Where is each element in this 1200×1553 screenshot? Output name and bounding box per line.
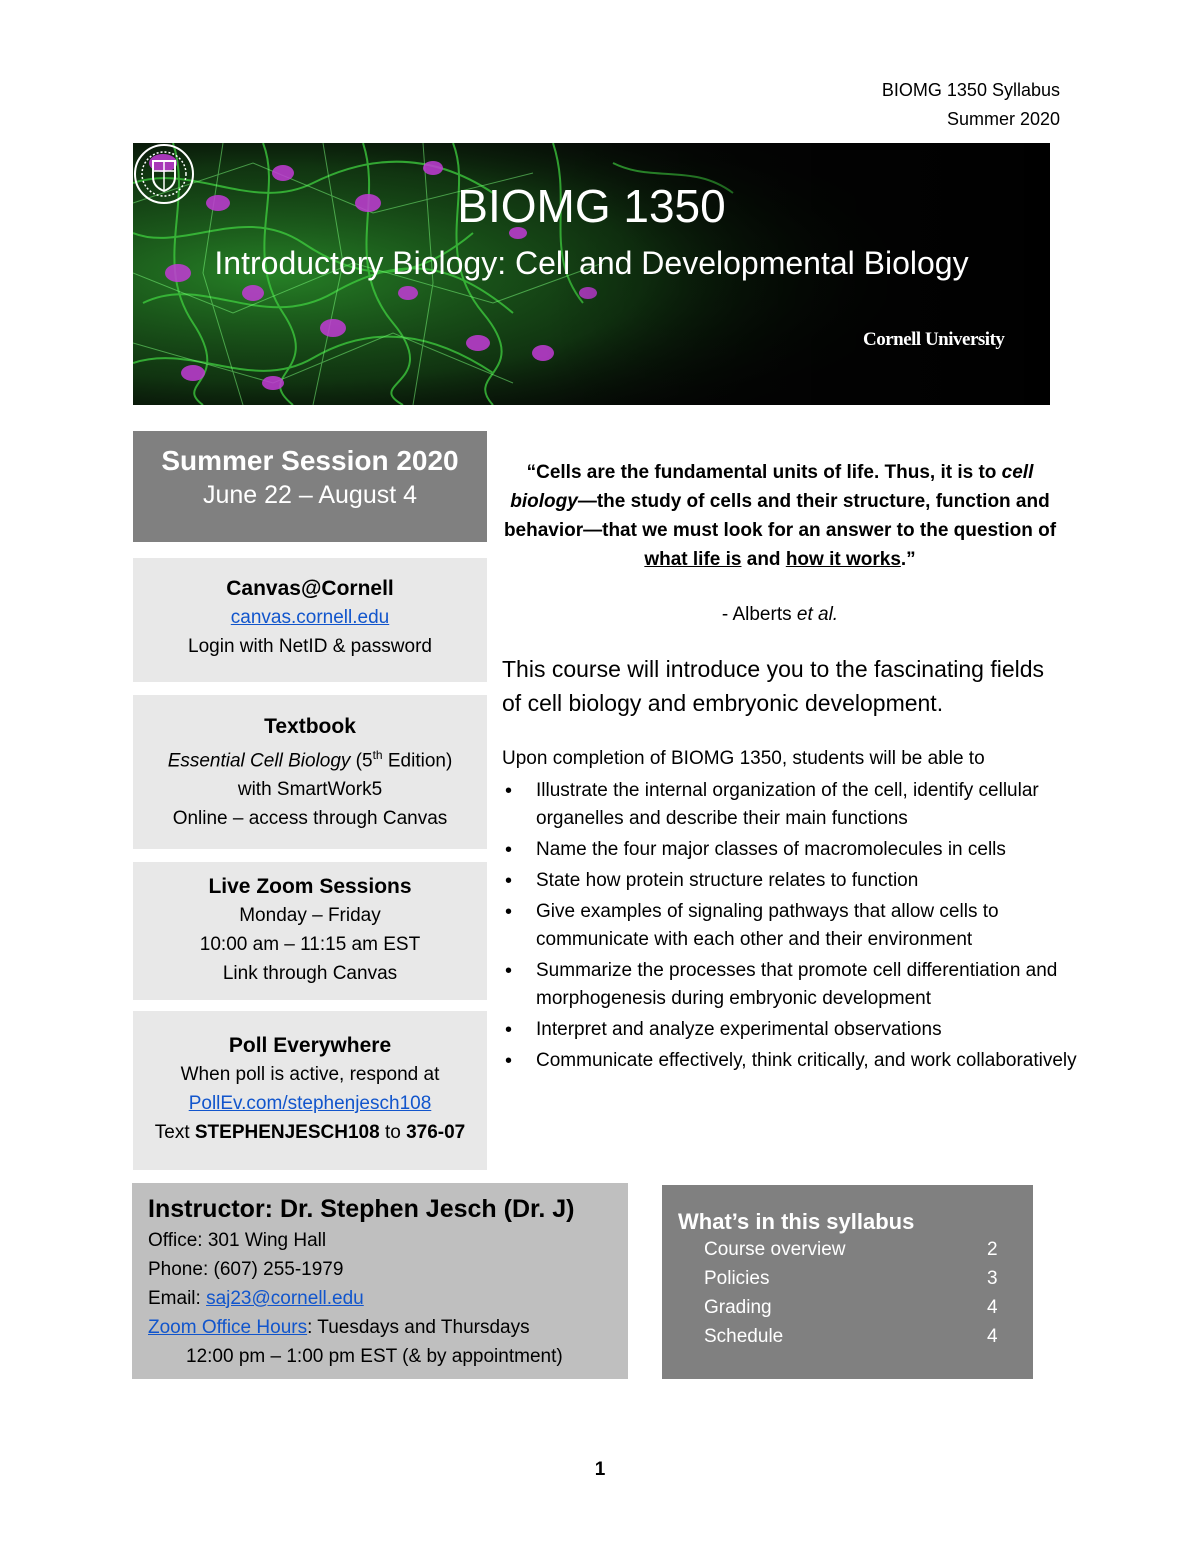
instructor-box xyxy=(132,1183,628,1379)
cornell-seal-icon xyxy=(133,143,195,205)
canvas-box xyxy=(133,558,487,682)
outcomes-heading: Upon completion of BIOMG 1350, students will be able to xyxy=(502,748,985,769)
zoom-heading: Live Zoom Sessions xyxy=(208,875,412,898)
canvas-heading: Canvas@Cornell xyxy=(226,577,394,600)
toc-item: Schedule 4 xyxy=(704,1326,998,1347)
zoom-box xyxy=(133,862,487,1000)
session-title: Summer Session 2020 xyxy=(161,445,459,476)
banner-title: BIOMG 1350 xyxy=(457,180,726,232)
textbook-with: with SmartWork5 xyxy=(237,779,383,801)
toc-heading: What’s in this syllabus xyxy=(678,1209,915,1234)
canvas-login: Login with NetID & password xyxy=(188,636,432,657)
zoom-link-text: Link through Canvas xyxy=(222,963,398,984)
course-banner xyxy=(133,143,1050,405)
office-hours-time: 12:00 pm – 1:00 pm EST (& by appointment) xyxy=(186,1346,563,1367)
header-course: BIOMG 1350 Syllabus xyxy=(881,80,1060,100)
list-item: • State how protein structure relates to function xyxy=(502,867,1082,895)
instructor-office: Office: 301 Wing Hall xyxy=(148,1230,327,1251)
textbook-box xyxy=(133,695,487,849)
list-item: • Communicate effectively, think critically, and work collaboratively xyxy=(502,1047,1082,1075)
header-term: Summer 2020 xyxy=(946,109,1060,129)
instructor-email-row: Email: saj23@cornell.edu xyxy=(148,1288,364,1309)
poll-line1: When poll is active, respond at xyxy=(180,1064,440,1085)
syllabus-contents-box xyxy=(662,1185,1033,1379)
toc-item: Grading 4 xyxy=(704,1297,998,1318)
textbook-heading: Textbook xyxy=(264,715,356,738)
document-header xyxy=(882,76,1060,134)
toc-item: Course overview 2 xyxy=(704,1239,998,1260)
list-item: • Interpret and analyze experimental observations xyxy=(502,1016,1082,1044)
textbook-title: Essential Cell Biology (5th Edition) xyxy=(167,748,453,772)
textbook-online: Online – access through Canvas xyxy=(172,808,448,830)
poll-text-line: Text STEPHENJESCH108 to 376-07 xyxy=(154,1122,466,1143)
list-item: • Summarize the processes that promote cell differentiation and morphogenesis during embryonic development xyxy=(502,957,1082,1013)
list-item: • Give examples of signaling pathways that allow cells to communicate with each other and their environment xyxy=(502,898,1082,954)
session-box xyxy=(133,431,487,542)
university-name: Cornell University xyxy=(863,329,1005,350)
poll-box xyxy=(133,1011,487,1170)
toc-item: Policies 3 xyxy=(704,1268,998,1289)
instructor-email-link[interactable]: saj23@cornell.edu xyxy=(206,1288,364,1309)
canvas-link[interactable]: canvas.cornell.edu xyxy=(230,607,390,628)
list-item: • Illustrate the internal organization of the cell, identify cellular organelles and describe their main functions xyxy=(502,777,1082,833)
quote-attribution: - Alberts et al. xyxy=(721,604,839,625)
banner-subtitle: Introductory Biology: Cell and Developmental Biology xyxy=(214,245,969,281)
poll-link[interactable]: PollEv.com/stephenjesch108 xyxy=(188,1093,432,1114)
alberts-quote: “Cells are the fundamental units of life. Thus, it is to cell biology—the study of cells and their structure, function and behavior—that we must look for an answer to the question of what life is and how it works.” xyxy=(503,462,1057,570)
list-item: • Name the four major classes of macromolecules in cells xyxy=(502,836,1082,864)
session-dates: June 22 – August 4 xyxy=(202,481,418,509)
course-intro: This course will introduce you to the fascinating fields of cell biology and embryonic development. xyxy=(502,656,1045,716)
zoom-office-hours-link[interactable]: Zoom Office Hours xyxy=(148,1317,308,1338)
zoom-days: Monday – Friday xyxy=(239,905,381,926)
instructor-phone: Phone: (607) 255-1979 xyxy=(148,1259,344,1280)
zoom-time: 10:00 am – 11:15 am EST xyxy=(199,934,421,955)
page-number: 1 xyxy=(594,1459,606,1480)
instructor-heading: Instructor: Dr. Stephen Jesch (Dr. J) xyxy=(148,1195,575,1223)
poll-heading: Poll Everywhere xyxy=(228,1034,392,1057)
office-hours-row: Zoom Office Hours: Tuesdays and Thursdays xyxy=(148,1317,530,1338)
outcomes-list xyxy=(502,777,1082,1078)
